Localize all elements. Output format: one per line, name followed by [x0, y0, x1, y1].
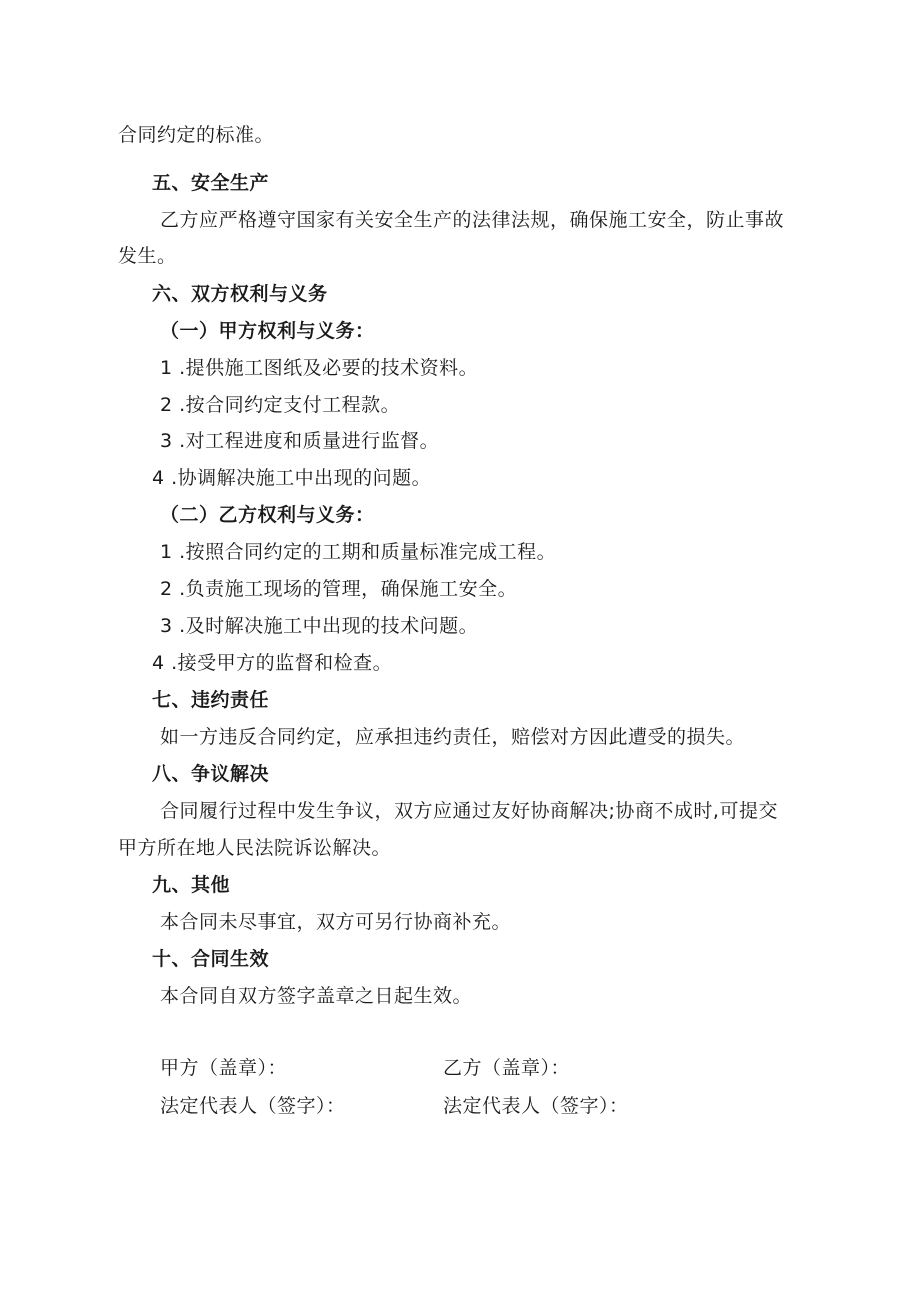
list-item: 2 .按合同约定支付工程款。 [160, 394, 401, 416]
paragraph-safety-cont: 发生。 [118, 245, 177, 267]
list-item: 3 .对工程进度和质量进行监督。 [160, 430, 440, 452]
paragraph-continuation: 合同约定的标准。 [118, 124, 275, 146]
section-heading-7: 七、违约责任 [152, 689, 270, 711]
list-item: 2 .负责施工现场的管理，确保施工安全。 [160, 578, 518, 600]
party-b-representative-label: 法定代表人（签字）： [443, 1095, 629, 1117]
subsection-heading-a: （一）甲方权利与义务： [160, 320, 375, 342]
section-heading-8: 八、争议解决 [152, 763, 270, 785]
paragraph-dispute: 合同履行过程中发生争议，双方应通过友好协商解决;协商不成时,可提交 [160, 800, 778, 822]
paragraph-safety: 乙方应严格遵守国家有关安全生产的法律法规，确保施工安全，防止事故 [160, 209, 785, 231]
list-item: 3 .及时解决施工中出现的技术问题。 [160, 615, 479, 637]
subsection-heading-b: （二）乙方权利与义务： [160, 504, 375, 526]
party-a-representative-label: 法定代表人（签字）： [160, 1095, 346, 1117]
party-b-seal-label: 乙方（盖章）： [443, 1057, 571, 1079]
paragraph-effective: 本合同自双方签字盖章之日起生效。 [160, 985, 473, 1007]
section-heading-5: 五、安全生产 [152, 172, 270, 194]
paragraph-other: 本合同未尽事宜，双方可另行协商补充。 [160, 911, 512, 933]
section-heading-9: 九、其他 [152, 874, 231, 896]
list-item: 4 .接受甲方的监督和检查。 [152, 652, 393, 674]
list-item: 4 .协调解决施工中出现的问题。 [152, 467, 432, 489]
section-heading-10: 十、合同生效 [152, 948, 270, 970]
party-a-seal-label: 甲方（盖章）： [160, 1057, 288, 1079]
paragraph-breach: 如一方违反合同约定，应承担违约责任，赔偿对方因此遭受的损失。 [160, 726, 746, 748]
section-heading-6: 六、双方权利与义务 [152, 283, 328, 305]
paragraph-dispute-cont: 甲方所在地人民法院诉讼解决。 [118, 837, 392, 859]
list-item: 1 .按照合同约定的工期和质量标准完成工程。 [160, 541, 557, 563]
list-item: 1 .提供施工图纸及必要的技术资料。 [160, 357, 479, 379]
